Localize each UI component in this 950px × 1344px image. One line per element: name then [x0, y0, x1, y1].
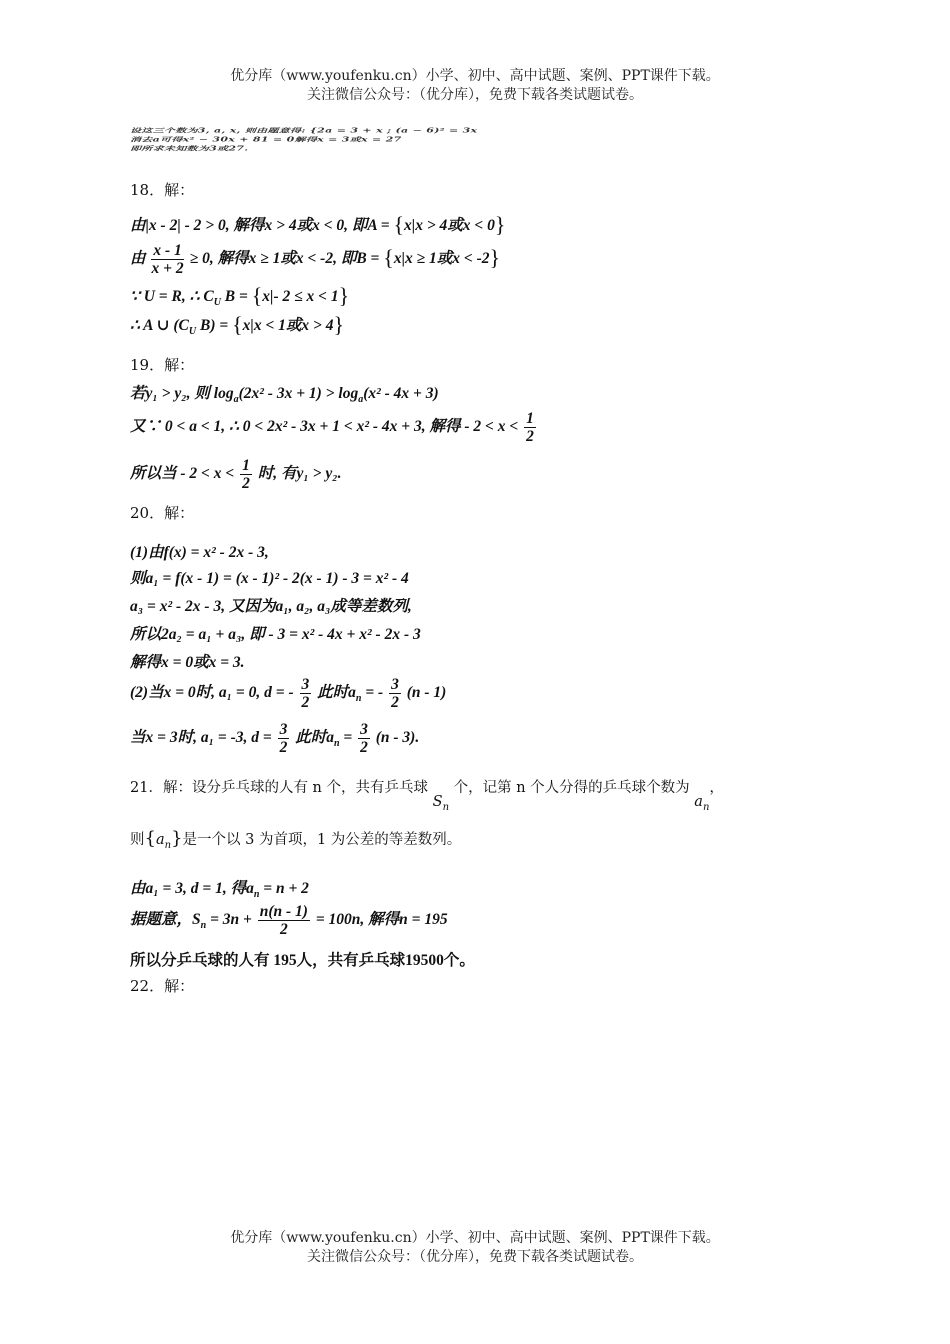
q18-line-4: ∴ A ∪ ($C_U$ B) = {x|x < 1或x > 4}: [130, 312, 345, 338]
fraction: $\frac{3}{2}$: [279, 721, 288, 756]
q18-line-3: ∵ U = R, ∴ $C_U$ B = {x|- 2 ≤ x < 1}: [130, 283, 350, 309]
q17-compressed-solution: [130, 126, 570, 172]
fraction: $\frac{1}{2}$: [242, 457, 250, 492]
fraction: $\frac{3}{2}$: [391, 676, 399, 711]
q18-line-2: 由 $\frac{x - 1}{x + 2}$ ≥ 0, 解得x ≥ 1或x < -2, 即B = {x|x ≥ 1或x < -2}: [130, 242, 501, 277]
q21-line-1: 21．解：设分乒乓球的人有 n 个，共有乒乓球 $S_n$ 个，记第 n 个人分得的乒乓球个数为 $a_n$，: [130, 780, 724, 813]
set-union: x|x < 1或x > 4: [242, 317, 334, 334]
q20-label: 20．解：: [130, 504, 195, 522]
q19-line-2: 又∵ 0 < a < 1, ∴ 0 < 2x² - 3x + 1 < x² - 4x + 3, 解得 - 2 < x < $\frac{1}{2}$: [130, 410, 534, 445]
q20-line-4: 所以2a₂ = a₁ + a₃, 即 - 3 = x² - 4x + x² - 2x - 3: [130, 626, 421, 643]
fraction: $\frac{3}{2}$: [360, 721, 368, 756]
q17-line-1: 设这三个数为3, a, x, 则由题意得: {2a = 3 + x ; (a − 6)² = 3x: [130, 127, 478, 135]
footer-line-1: 优分库（www.youfenku.cn）小学、初中、高中试题、案例、PPT课件下载。: [230, 1230, 720, 1246]
set-a: x|x > 4或x < 0: [404, 217, 495, 234]
header-line-2: 关注微信公众号：（优分库），免费下载各类试题试卷。: [307, 87, 643, 103]
set-complement-b: x|- 2 ≤ x < 1: [262, 288, 339, 305]
q17-line-3: 即所求未知数为3或27.: [130, 145, 249, 153]
page-footer: [0, 1229, 950, 1267]
q21-line-5: 所以分乒乓球的人有 195人，共有乒乓球19500个。: [130, 952, 475, 969]
q18-label: 18．解：: [130, 181, 195, 199]
q20-line-5: 解得x = 0或x = 3.: [130, 654, 245, 671]
fraction: $\frac{n(n - 1)}{2}$: [259, 903, 308, 938]
q20-line-6: (2)当x = 0时, a₁ = 0, d = - $\frac{3}{2}$ 此时$a_n$ = - $\frac{3}{2}$ (n - 1): [130, 676, 447, 711]
q19-line-3: 所以当 - 2 < x < $\frac{1}{2}$ 时, 有y₁ > y₂.: [130, 457, 342, 492]
q22-label: 22．解：: [130, 977, 195, 995]
set-b: x|x ≥ 1或x < -2: [393, 250, 490, 268]
q18-line-1: 由|x - 2| - 2 > 0, 解得x > 4或x < 0, 即A = {x|x > 4或x < 0}: [130, 212, 506, 237]
q21-line-3: 由a₁ = 3, d = 1, 得$a_n = n + 2$: [130, 880, 309, 901]
q20-line-2: 则a₁ = f(x - 1) = (x - 1)² - 2(x - 1) - 3 = x² - 4: [130, 570, 409, 587]
q21-line-4: 据题意，$S_n = 3n$ + $\frac{n(n - 1)}{2}$ = 100n, 解得n = 195: [130, 903, 448, 938]
q19-line-1: 若y₁ > y₂, 则 $\log_a(2x^2 - 3x + 1) > \log_a(x^2 - 4x + 3)$: [130, 385, 439, 406]
q20-line-3: a₃ = x² - 2x - 3, 又因为a₁, a₂, a₃成等差数列,: [130, 598, 412, 615]
header-line-1: 优分库（www.youfenku.cn）小学、初中、高中试题、案例、PPT课件下载。: [230, 68, 720, 84]
q17-line-2: 消去a可得x² − 30x + 81 = 0解得x = 3或x = 27: [130, 136, 402, 144]
fraction: $\frac{x - 1}{x + 2}$: [151, 242, 184, 277]
footer-line-2: 关注微信公众号：（优分库），免费下载各类试题试卷。: [307, 1249, 643, 1265]
q20-line-7: 当x = 3时, a₁ = -3, d = $\frac{3}{2}$ 此时$a_n$ = $\frac{3}{2}$ (n - 3).: [130, 721, 420, 756]
q20-line-1: (1)由f(x) = x² - 2x - 3,: [130, 544, 269, 561]
fraction: $\frac{1}{2}$: [526, 410, 534, 445]
q21-line-2: 则$\{a_n\}$是一个以 3 为首项，1 为公差的等差数列。: [130, 828, 462, 851]
q19-label: 19．解：: [130, 356, 195, 374]
page-header: [0, 67, 950, 105]
fraction: $\frac{3}{2}$: [301, 676, 310, 711]
